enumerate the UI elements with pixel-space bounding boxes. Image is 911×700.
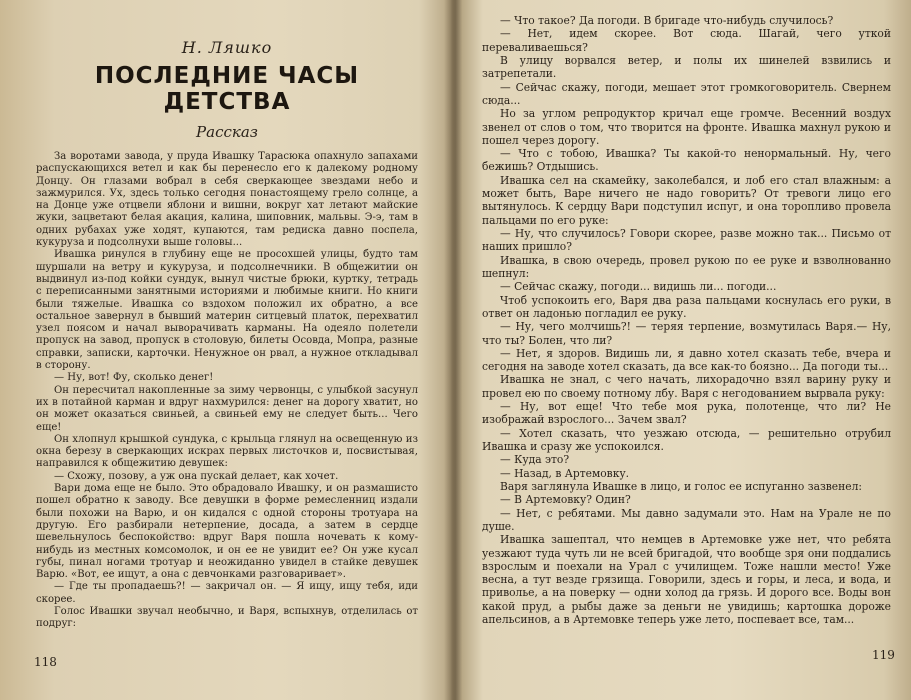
page-number-left: 118 (34, 655, 57, 669)
paragraph: — Что с тобою, Ивашка? Ты какой-то ненормальный. Ну, чего бежишь? Отдышись. (482, 147, 891, 174)
paragraph: Варя заглянула Ивашке в лицо, и голос ее испуганно зазвенел: (500, 479, 862, 493)
story-subtitle: Рассказ (196, 123, 258, 141)
paragraph: Ивашка сел на скамейку, заколебался, и лоб его стал влажным: а может быть, Варе ничего не надо говорить? От тревоги лицо его вытянулось. К сердцу Вари подступил испуг, и она торопливо провела пальцами по его руке: (482, 173, 891, 227)
paragraph: — Назад, в Артемовку. (500, 466, 630, 480)
right-page-text (482, 14, 891, 626)
left-page (0, 0, 448, 700)
paragraph: — Нет, я здоров. Видишь ли, я давно хотел сказать тебе, вчера и сегодня на заводе хотел сказать, да все как-то боязно... Да погоди ты... (482, 346, 891, 374)
paragraph: Ивашка не знал, с чего начать, лихорадочно взял варину руку и провел ею по своему потному лбу. Варя с негодованием вырвала руку: (482, 373, 891, 400)
paragraph: — Сейчас скажу, погоди... видишь ли... погоди... (500, 280, 777, 294)
paragraph: — Где ты пропадаешь?! — закричал он. — Я ищу, ищу тебя, иди скорее. (36, 581, 418, 605)
paragraph: — Сейчас скажу, погоди, мешает этот громкоговоритель. Свернем сюда... (482, 80, 891, 107)
paragraph: В улицу ворвался ветер, и полы их шинелей взвились и затрепетали. (482, 53, 891, 81)
paragraph: — Нет, с ребятами. Мы давно задумали это. Нам на Урале не по душе. (482, 506, 891, 533)
paragraph: Вари дома еще не было. Это обрадовало Ивашку, и он размашисто пошел обратно к заводу. Все девушки в форме ремесленниц издали были похожи на Варю, и он кидался с одной стороны тротуара на другую. Его разбирали нетерпение, досада, а затем в сердце шевельнулось беспокойство: вдруг Варя пошла ночевать к кому-нибудь из местных комсомолок, и он ее не увидит ее? Он уже кусал губы, пинал ногами тротуар и неожиданно увидел в стайке девушек Варю. «Вот, ее ищут, а она с девчонками разговаривает». (36, 483, 418, 581)
paragraph: — Ну, вот! Фу, сколько денег! (54, 372, 214, 384)
paragraph: Он хлопнул крышкой сундука, с крыльца глянул на освещенную из окна березу в сверкающих искрах первых листочков и, посвистывая, направился к общежитию девушек: (36, 433, 418, 470)
story-title: ПОСЛЕДНИЕ ЧАСЫ ДЕТСТВА (94, 63, 360, 115)
paragraph: — Ну, вот еще! Что тебе моя рука, полотенце, что ли? Не изображай взрослого... Зачем звал? (482, 400, 891, 427)
paragraph: — Ну, что случилось? Говори скорее, разве можно так... Письмо от наших пришло? (482, 227, 891, 254)
paragraph: — Ну, чего молчишь?! — теряя терпение, возмутилась Варя.— Ну, что ты? Болен, что ли? (482, 320, 891, 347)
author-name: Н. Ляшко (181, 38, 273, 57)
paragraph: — Что такое? Да погоди. В бригаде что-нибудь случилось? (500, 14, 834, 27)
paragraph: — Хотел сказать, что уезжаю отсюда, — решительно отрубил Ивашка и сразу же успокоился. (482, 426, 891, 453)
paragraph: Он пересчитал накопленные за зиму червонцы, с улыбкой засунул их в потайной карман и вдруг нахмурился: денег на дорогу хватит, но он может оказаться свиньей, а свиньей ему не следует быть... Чего еще! (36, 384, 418, 433)
paragraph: Ивашка, в свою очередь, провел рукою по ее руке и взволнованно шепнул: (482, 253, 891, 280)
paragraph: — В Артемовку? Один? (500, 493, 631, 507)
left-page-text (36, 151, 418, 631)
paragraph: Ивашка ринулся в глубину еще не просохшей улицы, будто там шуршали на ветру и кукуруза, и подсолнечники. В общежитии он выдвинул из-под койки сундук, вынул чистые брюки, куртку, тетрадь с переписанными занятными историями и любимые книги. Но книги были тяжелые. Ивашка со вздохом положил их обратно, а все остальное завернул в бывший материн ситцевый платок, перехватил узел поясом и начал выворачивать карманы. На одеяло полетели пропуск на завод, пропуск в столовую, билеты Осовда, Мопра, разные справки, записки, карточки. Ненужное он рвал, а нужное откладывал в сторону. (36, 249, 418, 372)
paragraph: — Куда это? (500, 453, 570, 467)
paragraph: — Схожу, позову, а уж она пускай делает, как хочет. (54, 470, 339, 482)
paragraph: Но за углом репродуктор кричал еще громче. Весенний воздух звенел от слов о том, что творится на фронте. Ивашка махнул рукою и пошел через дорогу. (482, 107, 891, 147)
right-page (460, 0, 911, 700)
paragraph: За воротами завода, у пруда Ивашку Тарасюка опахнуло запахами распускающихся ветел и как бы перенесло его к далекому родному Донцу. Он глазами вобрал в себя сверкающее звездами небо и зажмурился. Ух, здесь только сегодня понастоящему грело солнце, а на Донце уже отцвели яблони и вишни, вокруг хат летают майские жуки, зацветают белая акация, калина, шиповник, мальвы. Э-э, там в одних рубахах уже ходят, купаются, там редиска давно поспела, кукуруза и подсолнухи выше головы... (36, 151, 418, 249)
page-number-right: 119 (872, 648, 895, 662)
paragraph: Ивашка зашептал, что немцев в Артемовке уже нет, что ребята уезжают туда чуть ли не всей бригадой, что вообще зря они поддались взрослым и поехали на Урал с училищем. Тоже нашли место! Уже весна, а тут везде грязища. Говорили, здесь и горы, и леса, и вода, и приволье, а на поверку — одни холод да грязь. И дорого все. Воды вон какой пруд, а рыбы даже за деньги не увидишь; картошка дороже апельсинов, а в Артемовке теперь уже лето, поспевает все, там... (482, 533, 891, 627)
paragraph: Чтоб успокоить его, Варя два раза пальцами коснулась его руки, в ответ он ладонью погладил ее руку. (482, 293, 891, 320)
paragraph: — Нет, идем скорее. Вот сюда. Шагай, чего уткой переваливаешься? (482, 27, 891, 54)
paragraph: Голос Ивашки звучал необычно, и Варя, вспыхнув, отделилась от подруг: (36, 605, 418, 630)
